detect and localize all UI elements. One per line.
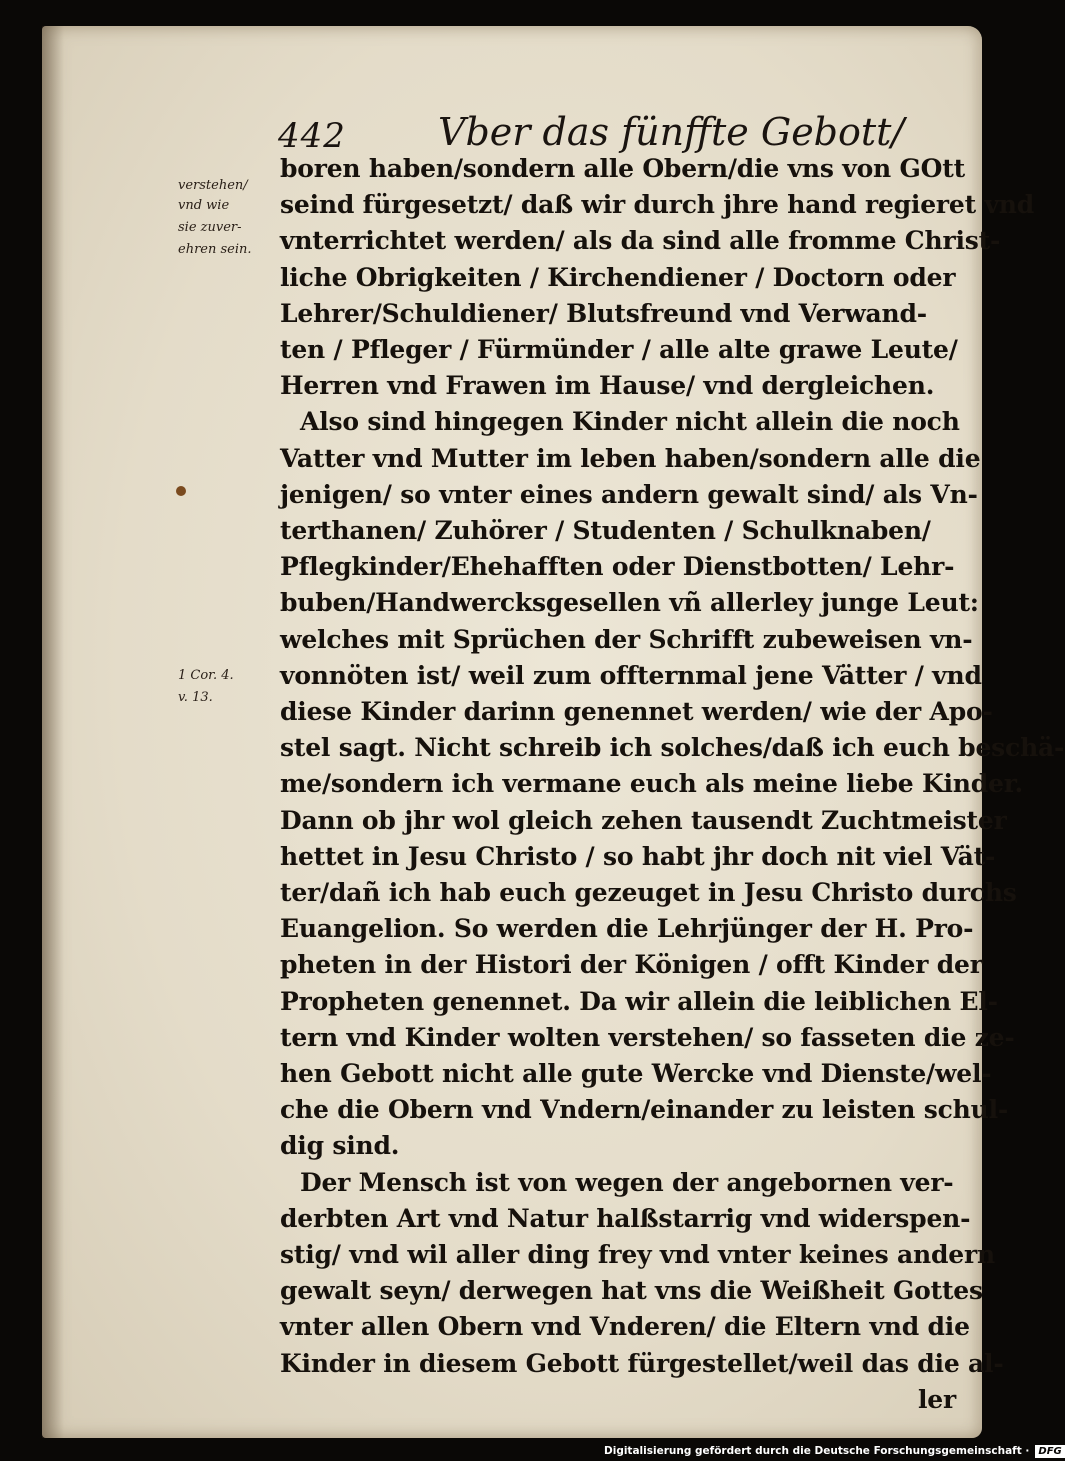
text-line: vonnöten ist/ weil zum offternmal jene Vätter / vnd [280, 660, 982, 690]
text-line: gewalt seyn/ derwegen hat vns die Weißheit Gottes [280, 1276, 983, 1306]
text-line: pheten in der Histori der Königen / offt Kinder der [280, 950, 983, 980]
text-line: Kinder in diesem Gebott fürgestellet/weil das die al- [280, 1348, 1004, 1378]
text-line: ler [918, 1384, 956, 1414]
text-line: Herren vnd Frawen im Hause/ vnd dergleichen. [280, 371, 935, 401]
text-line: terthanen/ Zuhörer / Studenten / Schulknaben/ [280, 516, 931, 545]
margin-note: vnd wie [178, 198, 230, 213]
text-line: Dann ob jhr wol gleich zehen tausendt Zuchtmeister [280, 805, 1007, 835]
margin-note: v. 13. [178, 690, 213, 705]
margin-note: verstehen/ [178, 178, 248, 193]
text-line: boren haben/sondern alle Obern/die vns von GOtt [280, 154, 965, 183]
page-fold-shadow [42, 26, 64, 1438]
text-line: buben/Handwercksgesellen vñ allerley junge Leut: [280, 588, 979, 618]
text-line: jenigen/ so vnter eines andern gewalt sind/ als Vn- [280, 479, 978, 509]
text-line: Lehrer/Schuldiener/ Blutsfreund vnd Verwand- [280, 298, 927, 328]
running-title: Vber das fünffte Gebott/ [438, 110, 905, 154]
page-number: 442 [278, 116, 346, 156]
margin-note: 1 Cor. 4. [178, 668, 234, 683]
credit-text: Digitalisierung gefördert durch die Deutsche Forschungsgemeinschaft · [604, 1445, 1030, 1457]
text-line: diese Kinder darinn genennet werden/ wie der Apo- [280, 697, 993, 726]
page-header [278, 108, 905, 156]
text-line: Euangelion. So werden die Lehrjünger der H. Pro- [280, 914, 974, 944]
text-line: Also sind hingegen Kinder nicht allein die noch [300, 407, 960, 437]
text-line: hettet in Jesu Christo / so habt jhr doch nit viel Vät- [280, 841, 996, 871]
text-line: derbten Art vnd Natur halßstarrig vnd widerspen- [280, 1203, 971, 1233]
text-line: welches mit Sprüchen der Schrifft zubeweisen vn- [280, 624, 973, 654]
text-line: ten / Pfleger / Fürmünder / alle alte grawe Leute/ [280, 335, 958, 364]
text-line: dig sind. [280, 1131, 400, 1161]
text-line: tern vnd Kinder wolten verstehen/ so fasseten die ze- [280, 1022, 1015, 1052]
text-line: vnterrichtet werden/ als da sind alle fromme Christ- [280, 226, 1001, 256]
ink-spot [176, 486, 186, 496]
text-line: seind fürgesetzt/ daß wir durch jhre hand regieret vnd [280, 190, 1035, 220]
text-line: Propheten genennet. Da wir allein die leiblichen El- [280, 986, 998, 1016]
text-line: vnter allen Obern vnd Vnderen/ die Eltern vnd die [280, 1312, 970, 1342]
text-line: Der Mensch ist von wegen der angebornen ver- [300, 1167, 954, 1197]
text-line: Vatter vnd Mutter im leben haben/sondern alle die [280, 443, 981, 473]
text-line: Pflegkinder/Ehehafften oder Dienstbotten/ Lehr- [280, 552, 955, 582]
dfg-logo: DFG [1035, 1445, 1064, 1458]
text-line: liche Obrigkeiten / Kirchendiener / Doctorn oder [280, 262, 956, 292]
text-line: hen Gebott nicht alle gute Wercke vnd Dienste/wel- [280, 1059, 992, 1088]
digitization-credit [604, 1441, 1065, 1461]
text-line: stel sagt. Nicht schreib ich solches/daß ich euch beschä- [280, 733, 1065, 763]
text-line: me/sondern ich vermane euch als meine liebe Kinder. [280, 769, 1023, 799]
text-line: ter/dañ ich hab euch gezeuget in Jesu Christo durchs [280, 878, 1017, 907]
text-line: che die Obern vnd Vndern/einander zu leisten schul- [280, 1095, 1009, 1125]
margin-note: ehren sein. [178, 242, 252, 257]
margin-note: sie zuver- [178, 220, 242, 235]
text-line: stig/ vnd wil aller ding frey vnd vnter keines andern [280, 1240, 995, 1269]
